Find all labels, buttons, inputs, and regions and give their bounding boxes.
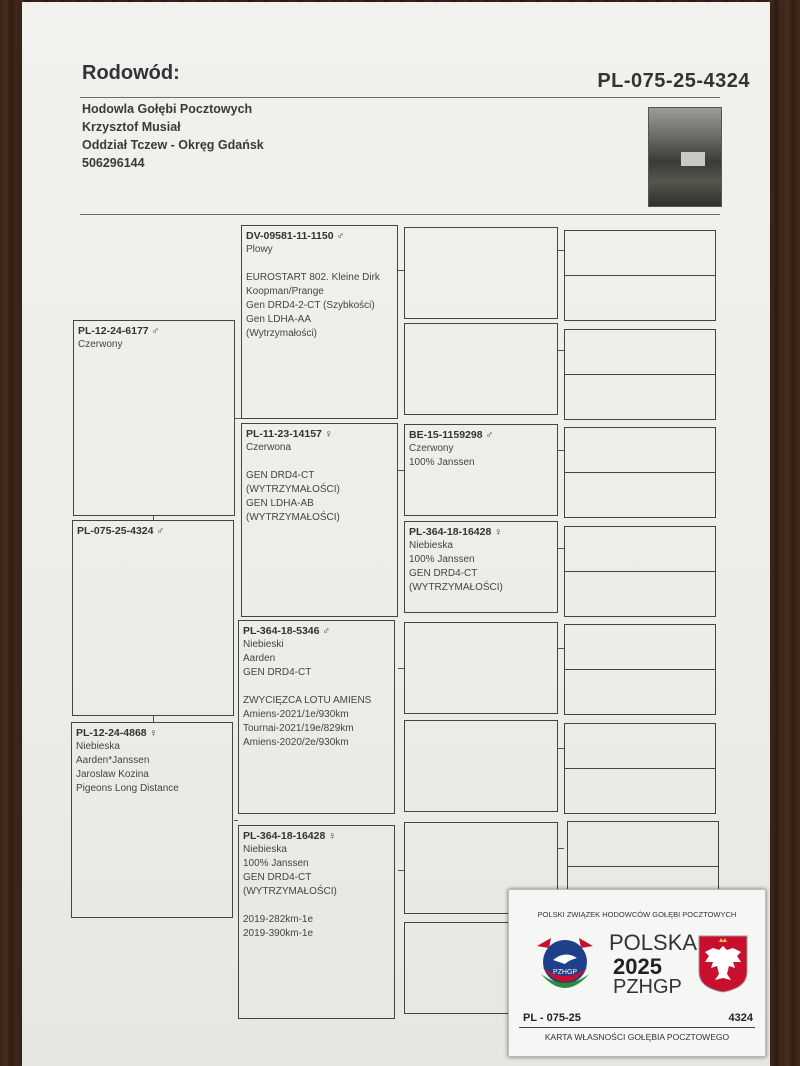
pigeon-detail: GEN LDHA-AB: [246, 498, 314, 509]
ring-number: BE-15-1159298 ♂: [409, 429, 494, 441]
pedigree-connector: [398, 870, 404, 871]
pedigree-connector: [558, 748, 564, 749]
pigeon-detail: (WYTRZYMAŁOŚCI): [246, 512, 340, 523]
pigeon-detail: Amiens-2020/2e/930km: [243, 737, 349, 748]
card-year: 2025: [613, 954, 662, 979]
pigeon-detail: Koopman/Prange: [246, 286, 324, 297]
pigeon-detail: Pigeons Long Distance: [76, 783, 179, 794]
ancestor-slot: [564, 723, 716, 769]
pigeon-detail: Jaroslaw Kozina: [76, 769, 149, 780]
ownership-card: [508, 889, 766, 1057]
great-grandparent-box: [404, 521, 558, 613]
ring-number: PL-12-24-6177 ♂: [78, 325, 160, 337]
ring-number: PL-364-18-5346 ♂: [243, 625, 331, 637]
breeder-info: [82, 100, 264, 172]
pedigree-connector: [153, 716, 154, 722]
ancestor-slot: [564, 768, 716, 814]
ancestor-slot: [564, 526, 716, 572]
ancestor-slot: [564, 275, 716, 321]
parent-box: [73, 320, 235, 516]
pigeon-detail: Niebieska: [76, 741, 120, 752]
pedigree-connector: [558, 848, 564, 849]
ring-number: PL-364-18-16428 ♀: [409, 526, 503, 538]
ring-number: PL-12-24-4868 ♀: [76, 727, 158, 739]
card-ring-prefix: PL - 075-25: [523, 1012, 581, 1024]
ancestor-slot: [564, 571, 716, 617]
card-country: POLSKA: [609, 930, 698, 955]
grandparent-box: [241, 225, 398, 419]
breeder-line: Oddział Tczew - Okręg Gdańsk: [82, 138, 264, 152]
pedigree-connector: [558, 250, 564, 251]
pigeon-detail: Aarden: [243, 653, 276, 664]
ring-number: DV-09581-11-1150 ♂: [246, 230, 345, 242]
pigeon-detail: Gen LDHA-AA: [246, 314, 312, 325]
subject-box: [72, 520, 234, 716]
card-ring-number: 4324: [728, 1012, 753, 1024]
great-grandparent-box: [404, 227, 558, 319]
card-divider: [519, 1027, 755, 1028]
ancestor-slot: [564, 624, 716, 670]
pedigree-connector: [558, 648, 564, 649]
ancestor-slot: [564, 230, 716, 276]
card-footer: KARTA WŁASNOŚCI GOŁĘBIA POCZTOWEGO: [544, 1032, 730, 1042]
pzhgp-logo-icon: [531, 934, 599, 994]
great-grandparent-box: [404, 424, 558, 516]
pedigree-connector: [234, 418, 241, 419]
pigeon-detail: [243, 680, 390, 694]
pigeon-detail: GEN DRD4-CT: [409, 568, 478, 579]
pigeon-detail: (WYTRZYMAŁOŚCI): [246, 484, 340, 495]
pedigree-connector: [558, 450, 564, 451]
breeder-phone: 506296144: [82, 156, 145, 170]
pigeon-detail: Plowy: [246, 244, 273, 255]
header-divider: [80, 97, 720, 98]
pigeon-detail: 2019-282km-1e: [243, 914, 314, 925]
document-ring-number: PL-075-25-4324: [597, 70, 750, 92]
great-grandparent-box: [404, 720, 558, 812]
pigeon-detail: GEN DRD4-CT: [243, 872, 312, 883]
pigeon-detail: (WYTRZYMAŁOŚCI): [243, 886, 337, 897]
document-title: Rodowód:: [82, 62, 180, 84]
great-grandparent-box: [404, 622, 558, 714]
pedigree-connector: [398, 668, 404, 669]
pedigree-connector: [398, 470, 404, 471]
breeder-line: Krzysztof Musiał: [82, 120, 181, 134]
pedigree-connector: [398, 270, 404, 271]
pedigree-connector: [153, 516, 154, 520]
card-header: POLSKI ZWIĄZEK HODOWCÓW GOŁĘBI POCZTOWYCH: [537, 910, 737, 919]
pigeon-detail: EUROSTART 802. Kleine Dirk: [246, 272, 380, 283]
pigeon-detail: GEN DRD4-CT: [243, 667, 312, 678]
grandparent-box: [238, 825, 395, 1019]
pigeon-detail: [243, 899, 390, 913]
pigeon-detail: GEN DRD4-CT: [246, 470, 315, 481]
card-org: PZHGP: [613, 976, 682, 998]
pigeon-detail: [246, 455, 393, 469]
ring-number: PL-075-25-4324 ♂: [77, 525, 165, 537]
pigeon-detail: Amiens-2021/1e/930km: [243, 709, 349, 720]
pigeon-detail: [246, 257, 393, 271]
pigeon-detail: Czerwony: [78, 339, 123, 350]
pedigree-connector: [558, 350, 564, 351]
polish-eagle-icon: [695, 934, 751, 994]
pigeon-detail: Czerwona: [246, 442, 292, 453]
pigeon-detail: ZWYCIĘZCA LOTU AMIENS: [243, 695, 372, 706]
ancestor-slot: [564, 329, 716, 375]
grandparent-box: [241, 423, 398, 617]
pedigree-connector: [234, 820, 238, 821]
ancestor-slot: [567, 821, 719, 867]
pigeon-photo: [648, 107, 722, 207]
ring-number: PL-11-23-14157 ♀: [246, 428, 333, 440]
pigeon-detail: 2019-390km-1e: [243, 928, 314, 939]
pigeon-detail: (WYTRZYMAŁOŚCI): [409, 582, 503, 593]
pigeon-detail: Aarden*Janssen: [76, 755, 150, 766]
ring-number: PL-364-18-16428 ♀: [243, 830, 337, 842]
pedigree-connector: [558, 548, 564, 549]
pedigree-divider: [80, 214, 720, 215]
pigeon-detail: (Wytrzymałości): [246, 328, 318, 339]
ancestor-slot: [564, 374, 716, 420]
ancestor-slot: [564, 669, 716, 715]
grandparent-box: [238, 620, 395, 814]
pigeon-detail: Tournai-2021/19e/829km: [243, 723, 354, 734]
pigeon-detail: Czerwony: [409, 443, 454, 454]
parent-box: [71, 722, 233, 918]
logo-text: PZHGP: [552, 969, 578, 976]
pigeon-detail: Niebieska: [409, 540, 453, 551]
pigeon-detail: Niebieski: [243, 639, 284, 650]
ancestor-slot: [564, 427, 716, 473]
pigeon-detail: Gen DRD4-2-CT (Szybkości): [246, 300, 375, 311]
breeder-line: Hodowla Gołębi Pocztowych: [82, 102, 253, 116]
pigeon-detail: 100% Janssen: [409, 554, 475, 565]
ancestor-slot: [564, 472, 716, 518]
pigeon-detail: 100% Janssen: [243, 858, 309, 869]
pigeon-detail: 100% Janssen: [409, 457, 475, 468]
great-grandparent-box: [404, 323, 558, 415]
pigeon-detail: Niebieska: [243, 844, 287, 855]
